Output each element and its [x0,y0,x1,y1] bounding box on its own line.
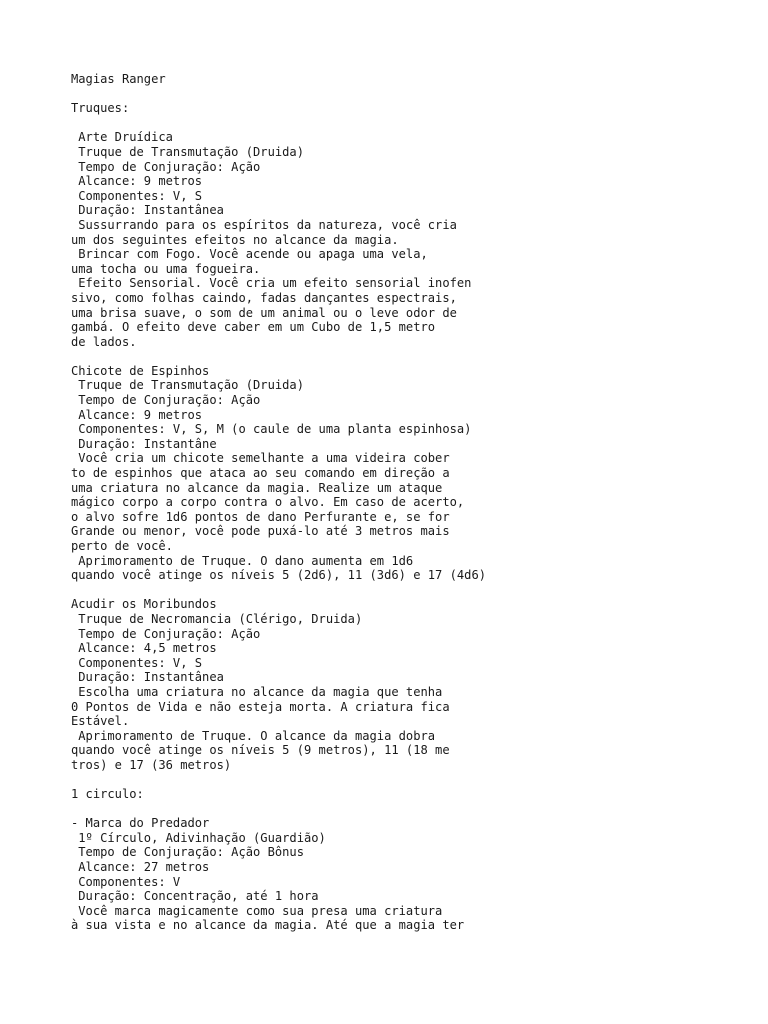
spell-casting-time: Tempo de Conjuração: Ação Bônus [71,845,304,860]
spell-casting-time: Tempo de Conjuração: Ação [71,626,261,641]
spell-school: Truque de Transmutação (Druida) [71,378,304,393]
spell-duration: Duração: Instantânea [71,203,224,218]
spell-name-arte-druidica: Arte Druídica [71,130,173,145]
blank-line [71,87,751,102]
spell-school: Truque de Transmutação (Druida) [71,144,304,159]
spell-description-line: Escolha uma criatura no alcance da magia que tenha [71,684,443,699]
blank-line [71,583,751,598]
spell-school: 1º Círculo, Adivinhação (Guardião) [71,830,326,845]
spell-school: Truque de Necromancia (Clérigo, Druida) [71,611,363,626]
spell-description-line: Aprimoramento de Truque. O dano aumenta em 1d6 [71,553,414,568]
spell-description-line: perto de você. [71,539,173,553]
spell-components: Componentes: V, S [71,655,203,670]
blank-line [71,802,751,817]
spell-description-line: Você cria um chicote semelhante a uma videira cober [71,451,450,466]
spell-description-line: Aprimoramento de Truque. O alcance da magia dobra [71,728,436,743]
spell-description-line: uma tocha ou uma fogueira. [71,261,261,276]
section-heading-truques: Truques: [71,101,130,116]
spell-description-line: o alvo sofre 1d6 pontos de dano Perfurante e, se for [71,509,450,524]
spell-casting-time: Tempo de Conjuração: Ação [71,393,261,408]
document-page [71,72,751,933]
spell-components: Componentes: V, S [71,188,203,203]
spell-description-line: quando você atinge os níveis 5 (2d6), 11 (3d6) e 17 (4d6) [71,568,487,583]
blank-line [71,773,751,788]
spell-name-chicote-de-espinhos: Chicote de Espinhos [71,363,210,378]
spell-description-line: sivo, como folhas caindo, fadas dançantes espectrais, [71,290,457,305]
spell-description-line: Estável. [71,714,130,729]
spell-description-line: um dos seguintes efeitos no alcance da magia. [71,232,399,247]
spell-name-marca-do-predador: - Marca do Predador [71,816,210,831]
spell-description-line: 0 Pontos de Vida e não esteja morta. A criatura fica [71,699,450,714]
document-title: Magias Ranger [71,72,166,86]
spell-description-line: à sua vista e no alcance da magia. Até que a magia ter [71,918,465,933]
spell-description-line: Brincar com Fogo. Você acende ou apaga uma vela, [71,247,428,262]
spell-description-line: Efeito Sensorial. Você cria um efeito sensorial inofen [71,276,472,291]
spell-description-line: Sussurrando para os espíritos da natureza, você cria [71,217,457,232]
spell-description-line: mágico corpo a corpo contra o alvo. Em caso de acerto, [71,495,465,510]
spell-range: Alcance: 4,5 metros [71,641,217,656]
spell-description-line: gambá. O efeito deve caber em um Cubo de 1,5 metro [71,320,436,335]
blank-line [71,116,751,131]
spell-casting-time: Tempo de Conjuração: Ação [71,159,261,174]
spell-description-line: Grande ou menor, você pode puxá-lo até 3 metros mais [71,524,450,539]
spell-description-line: to de espinhos que ataca ao seu comando em direção a [71,466,450,481]
spell-name-acudir-os-moribundos: Acudir os Moribundos [71,597,217,612]
spell-duration: Duração: Concentração, até 1 hora [71,889,319,904]
spell-description-line: de lados. [71,334,137,349]
section-heading-1-circulo: 1 circulo: [71,787,144,802]
spell-components: Componentes: V, S, M (o caule de uma planta espinhosa) [71,422,472,437]
spell-duration: Duração: Instantânea [71,670,224,685]
spell-description-line: uma brisa suave, o som de um animal ou o leve odor de [71,305,457,320]
spell-description-line: tros) e 17 (36 metros) [71,757,232,772]
spell-components: Componentes: V [71,874,181,889]
blank-line [71,349,751,364]
spell-range: Alcance: 9 metros [71,174,203,189]
spell-description-line: quando você atinge os níveis 5 (9 metros), 11 (18 me [71,743,450,758]
spell-range: Alcance: 9 metros [71,407,203,422]
spell-description-line: Você marca magicamente como sua presa uma criatura [71,903,443,918]
spell-duration: Duração: Instantâne [71,436,217,451]
spell-range: Alcance: 27 metros [71,860,210,875]
spell-description-line: uma criatura no alcance da magia. Realize um ataque [71,480,443,495]
